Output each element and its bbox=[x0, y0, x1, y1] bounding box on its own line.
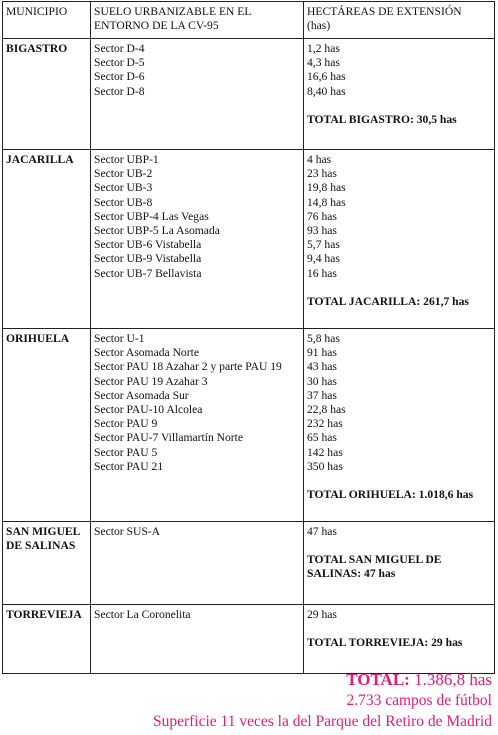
sector-name: Sector UB-7 Bellavista bbox=[94, 266, 202, 280]
hectareas-value: 9,4 has bbox=[307, 252, 340, 266]
header-suelo-line: SUELO URBANIZABLE EN EL bbox=[94, 5, 252, 18]
hectareas-value: 4 has bbox=[307, 153, 332, 166]
sector-name: Sector D-5 bbox=[94, 56, 145, 70]
sector-name: Sector PAU 9 bbox=[94, 417, 158, 431]
sectores-cell bbox=[91, 150, 304, 329]
summary-total bbox=[153, 669, 492, 690]
hectareas-value: 19,8 has bbox=[307, 181, 346, 195]
land-table bbox=[2, 1, 495, 674]
summary-block bbox=[153, 669, 492, 732]
sector-name: Sector Asomada Norte bbox=[94, 346, 199, 360]
summary-campos: 2.733 campos de fútbol bbox=[346, 692, 492, 709]
sector-name: Sector D-8 bbox=[94, 84, 145, 98]
hectareas-value: 23 has bbox=[307, 167, 337, 181]
sector-name: Sector PAU 18 Azahar 2 y parte PAU 19 bbox=[94, 360, 282, 374]
hectareas-value: 22,8 has bbox=[307, 403, 346, 417]
hectareas-value: 142 has bbox=[307, 445, 343, 459]
sector-name: Sector U-1 bbox=[94, 332, 145, 345]
municipio-cell bbox=[3, 39, 91, 150]
sectores-cell bbox=[91, 39, 304, 150]
municipio-total: TOTAL JACARILLA: 261,7 has bbox=[307, 294, 469, 308]
table-row bbox=[3, 329, 495, 522]
sector-name: Sector PAU 21 bbox=[94, 459, 164, 473]
hectareas-value: 43 has bbox=[307, 360, 337, 374]
hectareas-value: 350 has bbox=[307, 459, 343, 473]
municipio-total: TOTAL SAN MIGUEL DE SALINAS: 47 has bbox=[307, 553, 442, 581]
sector-name: Sector PAU-10 Alcolea bbox=[94, 403, 203, 417]
hectareas-value: 16 has bbox=[307, 266, 337, 280]
sector-name: Sector UB-6 Vistabella bbox=[94, 238, 202, 252]
sector-name: Sector UB-2 bbox=[94, 167, 153, 181]
table-row bbox=[3, 39, 495, 150]
municipio-name: ORIHUELA bbox=[6, 332, 70, 345]
header-municipio bbox=[3, 2, 91, 39]
sector-name: Sector D-6 bbox=[94, 70, 145, 84]
summary-total-value: 1.386,8 has bbox=[414, 670, 492, 689]
sector-name: Sector UB-9 Vistabella bbox=[94, 252, 202, 266]
hectareas-cell bbox=[304, 39, 495, 150]
municipio-name: JACARILLA bbox=[6, 153, 74, 166]
sectores-cell bbox=[91, 329, 304, 522]
header-hectareas-line: (has) bbox=[307, 19, 331, 33]
table-row bbox=[3, 522, 495, 605]
table-row bbox=[3, 605, 495, 674]
sector-name: Sector UB-3 bbox=[94, 181, 153, 195]
sector-name: Sector UBP-5 La Asomada bbox=[94, 224, 220, 238]
sector-name: Sector D-4 bbox=[94, 42, 145, 55]
sector-name: Sector La Coronelita bbox=[94, 608, 191, 621]
hectareas-cell bbox=[304, 605, 495, 674]
municipio-name: DE SALINAS bbox=[6, 539, 76, 553]
hectareas-cell bbox=[304, 522, 495, 605]
header-suelo-line: ENTORNO DE LA CV-95 bbox=[94, 19, 219, 33]
hectareas-value: 91 has bbox=[307, 346, 337, 360]
header-municipio-label: MUNICIPIO bbox=[6, 5, 68, 18]
municipio-cell bbox=[3, 605, 91, 674]
hectareas-value: 232 has bbox=[307, 417, 343, 431]
hectareas-value: 37 has bbox=[307, 388, 337, 402]
sectores-cell bbox=[91, 522, 304, 605]
municipio-total: TOTAL ORIHUELA: 1.018,6 has bbox=[307, 488, 474, 502]
sector-name: Sector PAU-7 Villamartín Norte bbox=[94, 431, 244, 445]
table-body bbox=[3, 39, 495, 674]
hectareas-value: 16,6 has bbox=[307, 70, 346, 84]
hectareas-value: 14,8 has bbox=[307, 195, 346, 209]
hectareas-value: 5,8 has bbox=[307, 332, 340, 345]
table-row bbox=[3, 150, 495, 329]
hectareas-value: 47 has bbox=[307, 525, 337, 538]
municipio-total: TOTAL BIGASTRO: 30,5 has bbox=[307, 112, 457, 126]
sector-name: Sector PAU 5 bbox=[94, 445, 158, 459]
municipio-cell bbox=[3, 150, 91, 329]
header-hectareas bbox=[304, 2, 495, 39]
sector-name: Sector UB-8 bbox=[94, 195, 153, 209]
municipio-cell bbox=[3, 522, 91, 605]
sectores-cell bbox=[91, 605, 304, 674]
hectareas-value: 76 has bbox=[307, 209, 337, 223]
hectareas-value: 1,2 has bbox=[307, 42, 340, 55]
sector-name: Sector PAU 19 Azahar 3 bbox=[94, 374, 208, 388]
hectareas-value: 30 has bbox=[307, 374, 337, 388]
hectareas-value: 4,3 has bbox=[307, 56, 340, 70]
municipio-cell bbox=[3, 329, 91, 522]
hectareas-value: 29 has bbox=[307, 608, 337, 621]
sector-name: Sector SUS-A bbox=[94, 525, 161, 538]
sector-name: Sector Asomada Sur bbox=[94, 388, 189, 402]
hectareas-value: 65 has bbox=[307, 431, 337, 445]
summary-superficie: Superficie 11 veces la del Parque del Retiro de Madrid bbox=[152, 713, 492, 730]
municipio-name: SAN MIGUEL bbox=[6, 525, 81, 538]
sector-name: Sector UBP-4 Las Vegas bbox=[94, 209, 209, 223]
sector-name: Sector UBP-1 bbox=[94, 153, 159, 166]
hectareas-value: 93 has bbox=[307, 224, 337, 238]
table-header-row bbox=[3, 2, 495, 39]
summary-total-label: TOTAL: bbox=[346, 670, 410, 689]
header-hectareas-line: HECTÁREAS DE EXTENSIÓN bbox=[307, 5, 462, 18]
hectareas-cell bbox=[304, 150, 495, 329]
hectareas-value: 8,40 has bbox=[307, 84, 346, 98]
header-suelo bbox=[91, 2, 304, 39]
municipio-name: BIGASTRO bbox=[6, 42, 68, 55]
hectareas-cell bbox=[304, 329, 495, 522]
hectareas-value: 5,7 has bbox=[307, 238, 340, 252]
municipio-name: TORREVIEJA bbox=[6, 608, 82, 621]
municipio-total: TOTAL TORREVIEJA: 29 has bbox=[307, 636, 463, 650]
